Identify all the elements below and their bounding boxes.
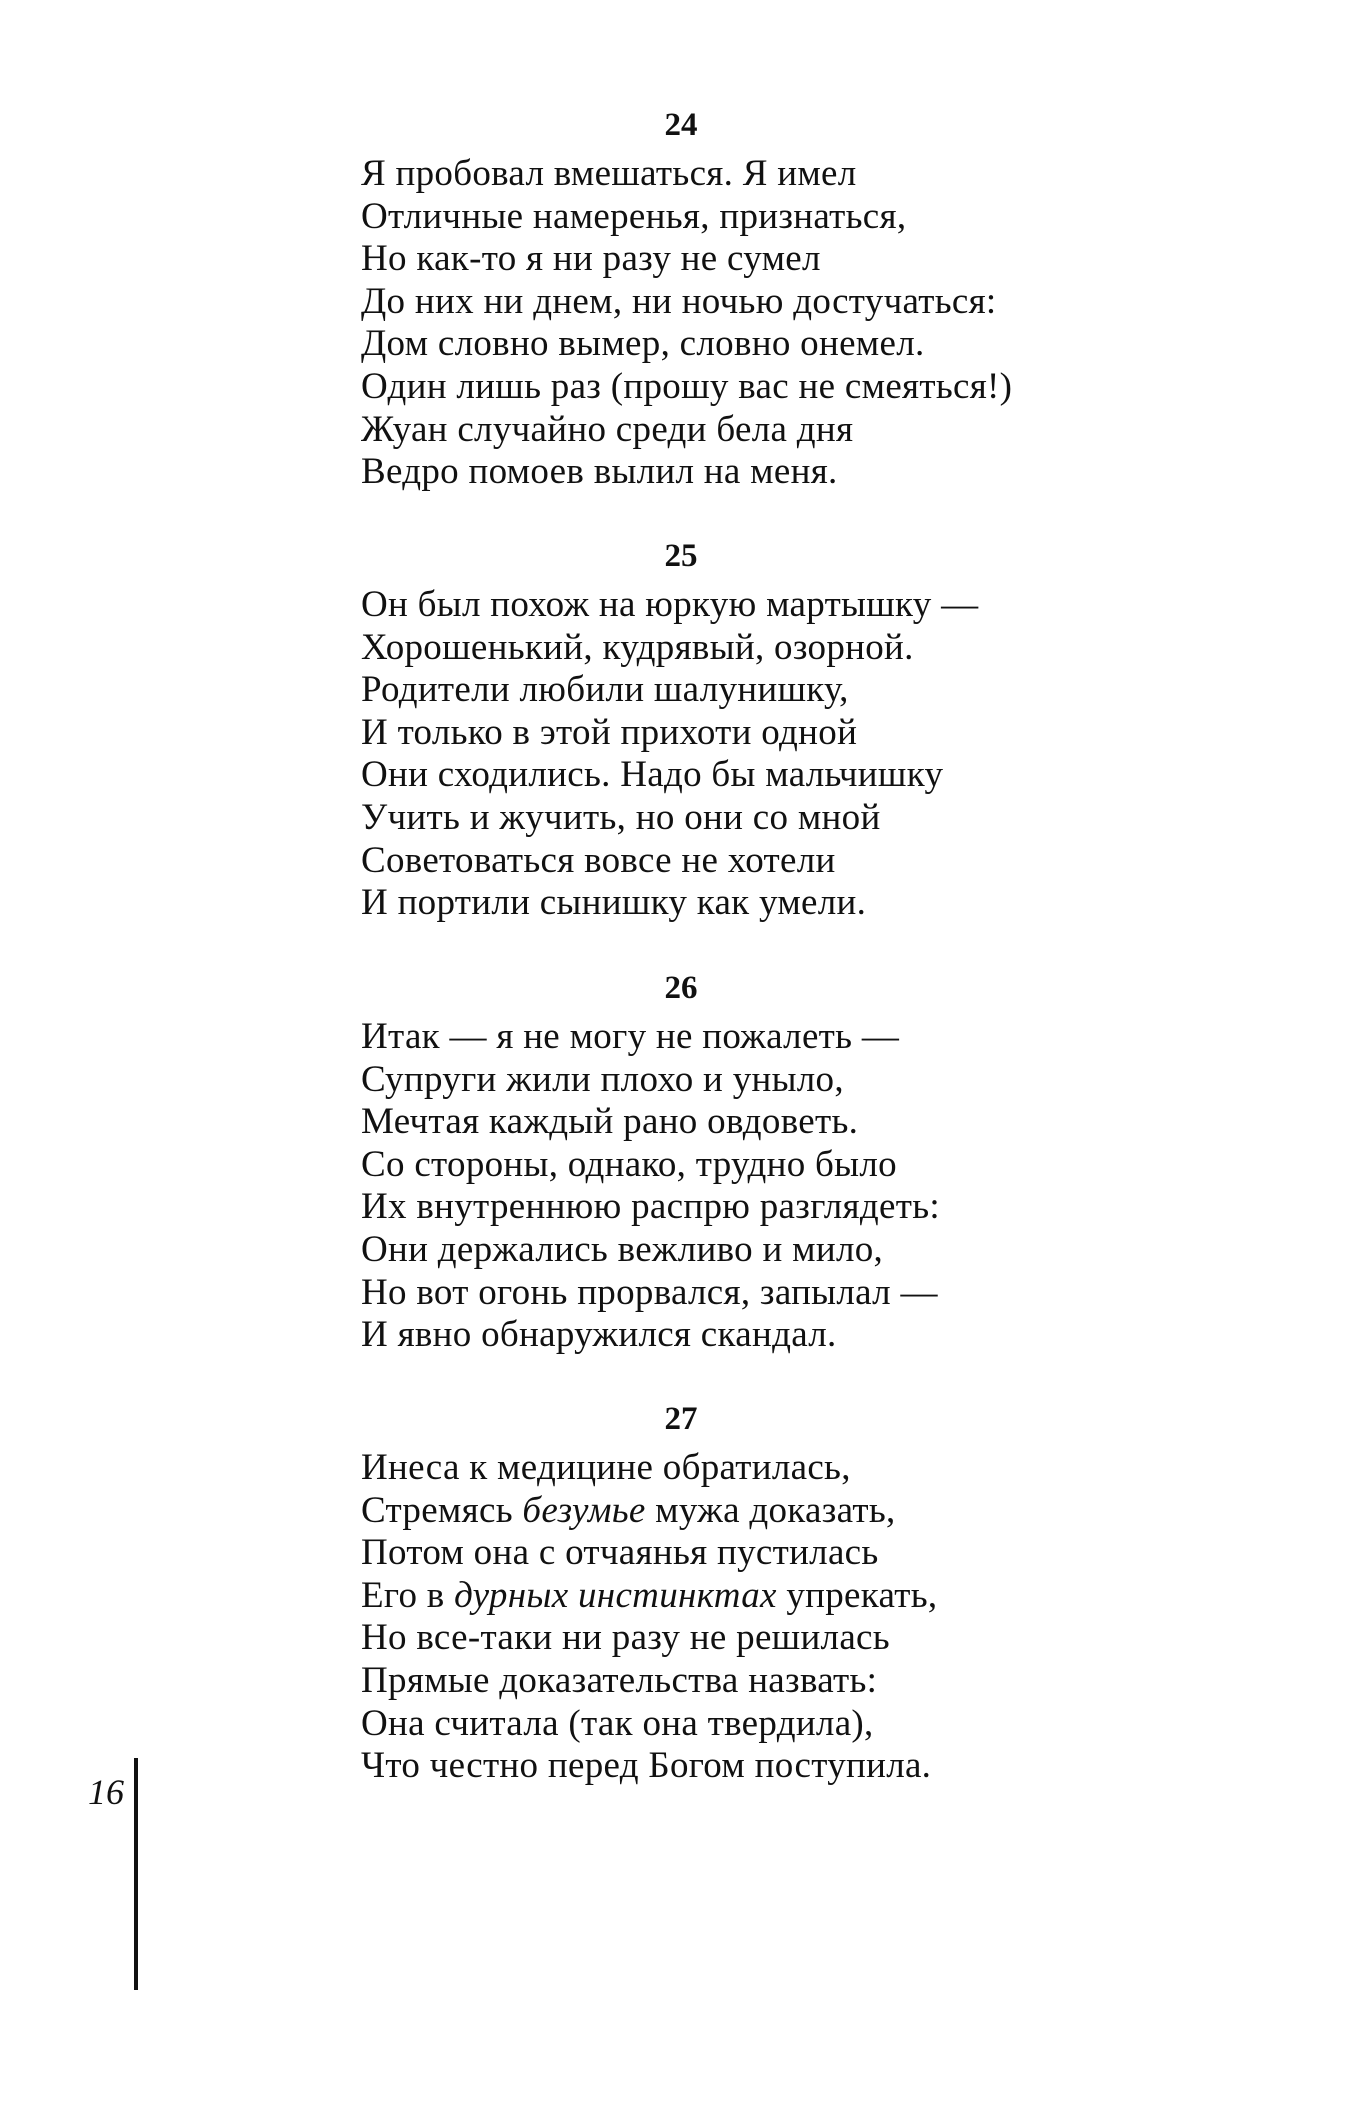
- stanza-lines: [361, 1447, 937, 1788]
- verse-line: Хорошенький, кудрявый, озорной.: [361, 626, 914, 668]
- verse-text: мужа доказать,: [645, 1489, 896, 1531]
- verse-line: Отличные намеренья, признаться,: [361, 195, 907, 237]
- verse-line: Жуан случайно среди бела дня: [361, 408, 854, 450]
- verse-line: Потом она с отчаянья пустилась: [361, 1532, 879, 1574]
- verse-line: Итак — я не могу не пожалеть —: [361, 1016, 900, 1057]
- stanza-lines: [361, 153, 1012, 494]
- verse-line: Что честно перед Богом поступила.: [361, 1745, 932, 1787]
- verse-line: Но все-таки ни разу не решилась: [361, 1617, 890, 1659]
- verse-line: Я пробовал вмешаться. Я имел: [361, 153, 857, 194]
- verse-line: Их внутреннюю распрю разглядеть:: [361, 1186, 940, 1228]
- verse-line: И только в этой прихоти одной: [361, 711, 858, 753]
- verse-text: упрекать,: [776, 1574, 938, 1616]
- verse-line: Дом словно вымер, словно онемел.: [361, 323, 925, 365]
- verse-line: Они держались вежливо и мило,: [361, 1228, 884, 1270]
- verse-line: Советоваться вовсе не хотели: [361, 839, 836, 881]
- verse-line: Он был похож на юркую мартышку —: [361, 584, 979, 625]
- verse-text: Его в: [361, 1574, 455, 1616]
- verse-line: Учить и жучить, но они со мной: [361, 796, 881, 838]
- verse-line: Прямые доказательства назвать:: [361, 1659, 878, 1701]
- page-number: 16: [88, 1772, 124, 1812]
- margin-rule: [134, 1758, 138, 1990]
- italic-emphasis: дурных инстинктах: [454, 1574, 777, 1616]
- verse-line: Ведро помоев вылил на меня.: [361, 451, 838, 493]
- verse-line: До них ни днем, ни ночью достучаться:: [361, 280, 997, 322]
- verse-line: Один лишь раз (прошу вас не смеяться!): [361, 365, 1013, 407]
- verse-line: Но вот огонь прорвался, запылал —: [361, 1271, 938, 1313]
- italic-emphasis: безумье: [522, 1489, 646, 1531]
- verse-line: И портили сынишку как умели.: [361, 882, 867, 924]
- verse-line: Но как-то я ни разу не сумел: [361, 238, 821, 280]
- verse-text: Стремясь: [361, 1489, 523, 1531]
- verse-line: Родители любили шалунишку,: [361, 669, 849, 711]
- verse-line: Мечтая каждый рано овдоветь.: [361, 1101, 859, 1143]
- verse-line: И явно обнаружился скандал.: [361, 1314, 837, 1356]
- stanza-number: 24: [664, 107, 698, 143]
- stanza-number: 26: [664, 970, 698, 1006]
- verse-line: Со стороны, однако, трудно было: [361, 1143, 897, 1185]
- stanza-number: 27: [664, 1401, 698, 1437]
- verse-line: [361, 1575, 937, 1618]
- stanza-number: 25: [664, 538, 698, 574]
- verse-line: Супруги жили плохо и уныло,: [361, 1058, 844, 1100]
- verse-line: Они сходились. Надо бы мальчишку: [361, 754, 944, 796]
- stanza-lines: [361, 584, 978, 925]
- stanza-lines: [361, 1016, 940, 1357]
- verse-line: Она считала (так она твердила),: [361, 1702, 874, 1744]
- verse-line: Инеса к медицине обратилась,: [361, 1447, 851, 1488]
- verse-line: [361, 1490, 937, 1533]
